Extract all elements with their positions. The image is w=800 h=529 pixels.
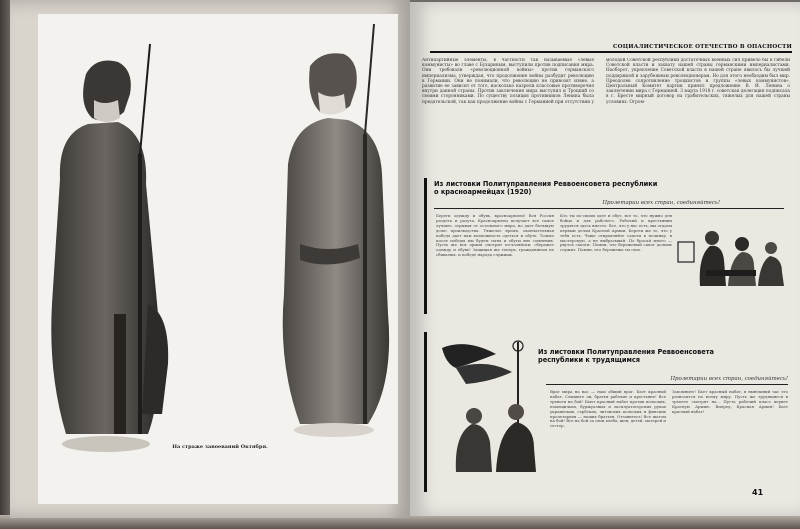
section-2-rule (546, 384, 788, 385)
soldiers-illustration (676, 216, 788, 296)
soldiers-photo-drawing (38, 14, 398, 504)
section-1-title: Из листовки Политуправления Реввоенсовета республики о красноармейцах (1920) (434, 180, 658, 196)
running-head: СОЦИАЛИСТИЧЕСКОЕ ОТЕЧЕСТВО В ОПАСНОСТИ (612, 44, 792, 50)
section-1-rule (434, 208, 784, 209)
soldiers-photograph (38, 14, 398, 504)
section-1-column-right: Кто ты по-своим одет и обут, все то, что нужно для бойца и для рабочего. Рабочий и крестьянин трудятся здесь вместо. Все, что у нас есть, мы отдаем первым делом Красной Армии. Береги же то, что у тебя есть. Чаще отправляйте сапоги в починку, в мастерскую, а не выбрасывай. По бросай много — рвутся сапоги. Помни, что береженый сапог дольше служит. Помни, что бережешь ты свое. (560, 214, 672, 253)
body-column-left: Антипартийные элементы, в частности так называемые «левые коммунисты» во главе с Бухариным, выступили против подписания мира. Они требовали «революционной войны» против германского империализма, утверждая, что продолжение войны разбудит революцию в Германии. Они не понимали, что революцию не привозят извне, а развитие ее зависит от того, насколько назрели классовые противоречия внутри данной страны. Против заключения мира выступил и Троцкий со своими сторонниками. По существу позиция противников Ленина была предательской, так как продолжение войны с Германией при отсутствии у (422, 58, 594, 105)
workers-illustration (436, 338, 552, 478)
body-column-right: молодой Советской республики достаточных военных сил привело бы к гибели Советской власти и захвату нашей страны германскими империалистами. Наоборот, укрепление Советской власти в нашей стране явилось бы лучшей поддержкой и зарубежным революционерам. Но для этого необходим был мир. Преодолев сопротивление троцкистов и группы «левых коммунистов», Центральный Комитет партии принял предложение В. И. Ленина о заключении мира с Германией. 3 марта 1918 г. советская делегация подписала в г. Бресте мирный договор на грабительских, тяжелых для нашей страны условиях. Огром- (606, 58, 790, 105)
section-2-column-right: Запомните! Бьет красный набат, в нынешний час его разносится по всему миру. Пусть же трудящиеся в трепете смотрят на... Пусть рабочий класс вернет Красную Армию. Вперед, Красная Армия! Бьет красный набат! (672, 390, 788, 414)
right-page (410, 2, 800, 516)
section-1-illustration (676, 216, 788, 296)
section-2-illustration (436, 338, 552, 478)
page-number: 41 (752, 488, 764, 497)
photo-caption: На страже завоеваний Октября. (172, 444, 268, 450)
left-page (10, 0, 410, 518)
section-1-column-left: Береги одежду и обувь, красноармеец! Вся Россия раздета и разута. Красноармеец получает все самое лучшее, отрывая от остального мира, но дает большую долю производства. Тяжелое время, окончательная победа дает нам возможность одеться и обуть. Только после победы мы будем сыты и обуты вне сомнения. Пусть же вся армия смотрит по-хозяйски: сбережет одежду и обувь! Защищая же теперь, гражданином не сбиваешь, и победе народа служишь. (436, 214, 554, 258)
top-rule (430, 51, 792, 53)
section-2-slogan: Пролетарии всех стран, соединяйтесь! (670, 376, 788, 382)
section-1-slogan: Пролетарии всех стран, соединяйтесь! (602, 200, 720, 206)
section-2-bar (424, 332, 427, 492)
section-2-title: Из листовки Политуправления Реввоенсовета республики к трудящимся (538, 348, 715, 364)
section-1-bar (424, 178, 427, 314)
section-2-column-left: Враг мира на вас — наш общий враг. Бьет красный набат. Слышите ли, братья рабочие и крестьяне! Все тревоги на бой! Бьют красный набат против польских, помещичьих, буржуазных и эксплуататорских руках украинских, сербских, литовских польских и финских пролетариев — наших братьев. Отзовитесь! Все шагом на бой! Все на бой за свои хлеба, жен, детей, матерей и сестер. (550, 390, 666, 429)
